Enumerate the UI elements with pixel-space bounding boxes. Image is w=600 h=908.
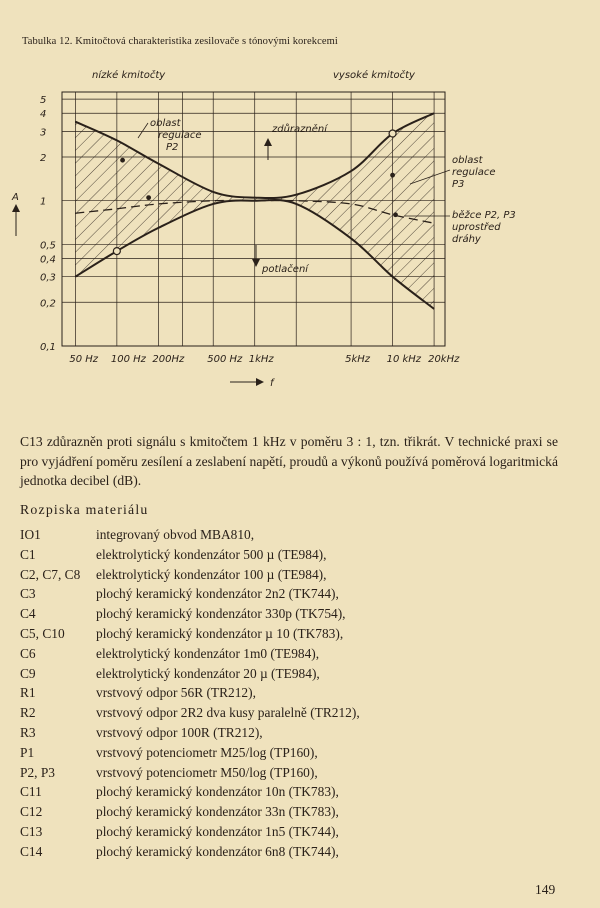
bom-row: [20, 824, 560, 844]
marker-dot: [393, 212, 398, 217]
table-caption: Tabulka 12. Kmitočtová charakteristika zesilovače s tónovými korekcemi: [22, 36, 338, 47]
x-axis-arrowhead: [256, 378, 264, 386]
x-tick-label: 100 Hz: [110, 354, 146, 365]
y-tick-label: 0,4: [40, 254, 56, 266]
bom-ref: C14: [20, 843, 43, 859]
bom-desc: plochý keramický kondenzátor 330p (TK754),: [96, 606, 346, 622]
arrowhead-down: [252, 259, 260, 267]
bom-row: [20, 705, 560, 725]
annotation-sliders: běžce P2, P3: [452, 210, 516, 221]
bom-desc: vrstvový odpor 100R (TR212),: [96, 724, 263, 740]
bom-ref: C12: [20, 804, 43, 820]
x-tick-label: 500 Hz: [207, 354, 243, 365]
bom-desc: plochý keramický kondenzátor µ 10 (TK783),: [96, 625, 344, 641]
bom-desc: vrstvový potenciometr M25/log (TP160),: [96, 744, 318, 760]
marker-dot: [146, 195, 151, 200]
y-tick-label: 0,1: [40, 342, 56, 353]
bom-row: [20, 784, 560, 804]
bom-ref: C11: [20, 784, 42, 800]
y-tick-label: 1: [40, 196, 47, 208]
y-axis-arrowhead: [12, 204, 20, 212]
body-paragraph: C13 zdůrazněn proti signálu s kmitočtem 1 kHz v poměru 3 : 1, tzn. třikrát. V technické praxi se pro vyjádření poměru zesílení a zeslabení napětí, proudů a výkonů používá poměrová logaritmická jednotka decibel (dB).: [20, 434, 558, 488]
annotation-boost: zdůraznění: [272, 124, 328, 135]
x-axis-label: f: [270, 378, 274, 389]
annotation-region-p2: oblast: [150, 118, 181, 129]
annotation-region-p2: P2: [166, 142, 179, 153]
bom-desc: integrovaný obvod MBA810,: [96, 527, 255, 542]
bom-ref: C9: [20, 665, 36, 681]
bom-row: [20, 646, 560, 666]
bom-ref: C4: [20, 606, 36, 622]
y-tick-label: 4: [40, 109, 47, 121]
bom-desc: plochý keramický kondenzátor 10n (TK783),: [96, 784, 339, 800]
bom-desc: elektrolytický kondenzátor 100 µ (TE984),: [96, 566, 327, 582]
annotation-region-p3: regulace: [452, 167, 496, 178]
x-tick-label: 20kHz: [428, 354, 460, 365]
bom-title: Rozpiska materiálu: [20, 502, 149, 517]
bom-desc: vrstvový potenciometr M50/log (TP160),: [96, 764, 318, 780]
bom-desc: vrstvový odpor 56R (TR212),: [96, 685, 256, 701]
x-tick-label: 1kHz: [248, 354, 274, 365]
marker-point: [389, 130, 396, 137]
bom-ref: C5, C10: [20, 625, 65, 641]
bom-row: [20, 527, 560, 547]
y-tick-label: 2: [40, 152, 47, 164]
bom-row: [20, 844, 560, 864]
x-tick-label: 200Hz: [152, 354, 185, 365]
bom-desc: plochý keramický kondenzátor 6n8 (TK744),: [96, 843, 339, 859]
frequency-response-chart: [0, 60, 600, 400]
bom-row: [20, 685, 560, 705]
bom-ref: P1: [20, 744, 35, 760]
bom-ref: C1: [20, 546, 36, 562]
bom-row: [20, 745, 560, 765]
annotation-region-p3: oblast: [452, 155, 483, 166]
bom-desc: plochý keramický kondenzátor 2n2 (TK744),: [96, 586, 339, 602]
y-axis-label: A: [12, 192, 19, 203]
x-tick-label: 50 Hz: [69, 354, 99, 365]
bom-row: [20, 606, 560, 626]
y-tick-label: 5: [40, 95, 47, 107]
bom-ref: P2, P3: [20, 764, 55, 780]
bom-ref: C13: [20, 823, 43, 839]
bom-desc: elektrolytický kondenzátor 500 µ (TE984),: [96, 546, 327, 562]
y-tick-label: 0,3: [40, 272, 56, 284]
y-tick-label: 3: [40, 127, 47, 139]
bom-row: [20, 804, 560, 824]
bom-row: [20, 666, 560, 686]
bom-row: [20, 725, 560, 745]
marker-point: [113, 248, 120, 255]
marker-dot: [390, 173, 395, 178]
bom-row: [20, 586, 560, 606]
annotation-region-p3: P3: [452, 179, 465, 190]
bom-list: [20, 527, 560, 864]
bom-ref: R2: [20, 705, 36, 721]
bom-ref: R1: [20, 685, 36, 701]
bom-desc: vrstvový odpor 2R2 dva kusy paralelně (TR212),: [96, 705, 360, 721]
annotation-cut: potlačení: [262, 264, 309, 275]
bom-ref: IO1: [20, 527, 41, 542]
y-tick-label: 0,5: [40, 240, 56, 252]
bom-row: [20, 765, 560, 785]
y-tick-label: 0,2: [40, 298, 56, 310]
label-high-frequencies: vysoké kmitočty: [333, 70, 415, 81]
bom-desc: plochý keramický kondenzátor 33n (TK783),: [96, 804, 339, 820]
bom-desc: plochý keramický kondenzátor 1n5 (TK744),: [96, 823, 339, 839]
page-number: 149: [535, 882, 556, 897]
bom-ref: C6: [20, 645, 36, 661]
leader-line: [138, 123, 148, 138]
marker-dot: [120, 158, 125, 163]
bom-row: [20, 547, 560, 567]
annotation-region-p2: regulace: [158, 130, 202, 141]
annotation-sliders: dráhy: [452, 234, 481, 245]
bom-desc: elektrolytický kondenzátor 20 µ (TE984),: [96, 665, 320, 681]
label-low-frequencies: nízké kmitočty: [92, 70, 166, 81]
bom-row: [20, 626, 560, 646]
bom-ref: R3: [20, 724, 36, 740]
x-tick-label: 10 kHz: [386, 354, 422, 365]
bom-ref: C3: [20, 586, 36, 602]
arrowhead-up: [264, 138, 272, 146]
x-tick-label: 5kHz: [345, 354, 371, 365]
bom-desc: elektrolytický kondenzátor 1m0 (TE984),: [96, 645, 320, 661]
bom-row: [20, 567, 560, 587]
annotation-sliders: uprostřed: [452, 222, 501, 233]
bom-ref: C2, C7, C8: [20, 566, 81, 582]
